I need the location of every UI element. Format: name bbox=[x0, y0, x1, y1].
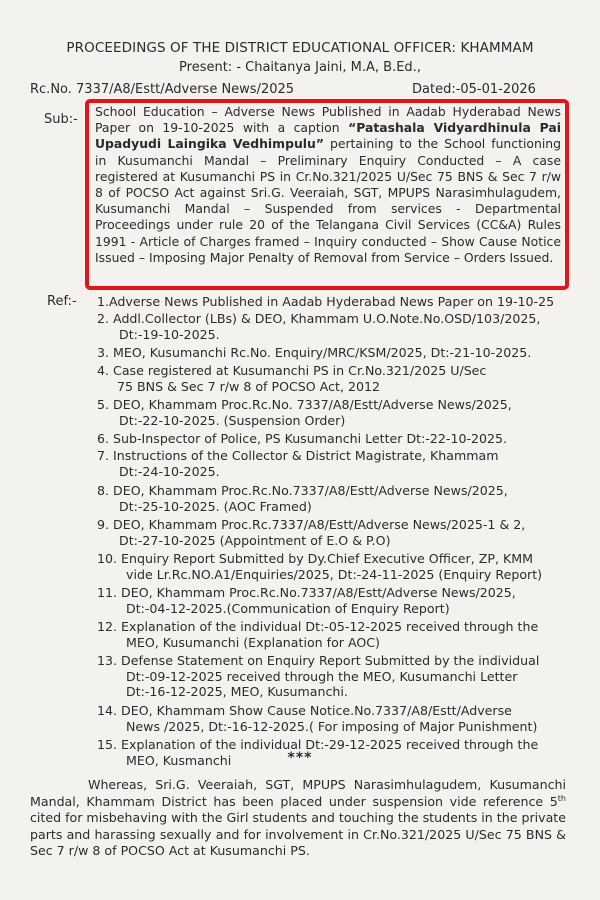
document-date: Dated:-05-01-2026 bbox=[412, 82, 536, 97]
reference-line: Instructions of the Collector & District Magistrate, Khammam bbox=[113, 448, 499, 463]
reference-line-continued: Dt:-24-10-2025. bbox=[119, 463, 220, 479]
reference-number-label: 12. bbox=[97, 619, 118, 634]
reference-item bbox=[97, 397, 512, 428]
reference-number-label: 7. bbox=[97, 448, 110, 463]
reference-line: DEO, Khammam Proc.Rc.No.7337/A8/Estt/Adverse News/2025, bbox=[113, 483, 508, 498]
reference-number-label: 4. bbox=[97, 363, 110, 378]
reference-line-continued: Dt:-16-12-2025, MEO, Kusumanchi. bbox=[126, 684, 348, 700]
reference-number-label: 11. bbox=[97, 585, 118, 600]
reference-number-label: 1. bbox=[97, 294, 110, 309]
reference-line-continued: MEO, Kusumanchi (Explanation for AOC) bbox=[126, 634, 380, 650]
reference-item bbox=[97, 585, 516, 616]
subject-text-after: pertaining to the School functioning in Kusumanchi Mandal – Preliminary Enquiry Conducted – A case registered at Kusumanchi PS in Cr.No.321/2025 U/Sec 75 BNS & Sec 7 r/w 8 of POCSO Act against Sri.G. Veeraiah, SGT, MPUPS Narasimhulagudem, Kusumanchi Mandal – Suspended from services - Departmental Proceedings under rule 20 of the Telangana Civil Services (CC&A) Rules 1991 - Article of Charges framed – Inquiry conducted – Show Cause Notice Issued – Imposing Major Penalty of Removal from Service – Orders Issued. bbox=[95, 136, 561, 265]
reference-line-continued: Dt:-09-12-2025 received through the MEO, Kusumanchi Letter bbox=[126, 668, 518, 684]
reference-line: Case registered at Kusumanchi PS in Cr.No.321/2025 U/Sec bbox=[113, 363, 487, 378]
present-officer: Present: - Chaitanya Jaini, M.A, B.Ed., bbox=[179, 60, 421, 75]
reference-item bbox=[97, 653, 539, 700]
reference-line-continued: MEO, Kusmanchi bbox=[126, 752, 232, 768]
reference-number-label: 5. bbox=[97, 397, 110, 412]
reference-item bbox=[97, 294, 554, 310]
reference-line-continued: Dt:-25-10-2025. (AOC Framed) bbox=[119, 498, 312, 514]
reference-line-continued: Dt:-27-10-2025 (Appointment of E.O & P.O) bbox=[119, 532, 391, 548]
reference-number-label: 2. bbox=[97, 311, 110, 326]
reference-number-label: 15. bbox=[97, 737, 118, 752]
document-title: PROCEEDINGS OF THE DISTRICT EDUCATIONAL OFFICER: KHAMMAM bbox=[66, 40, 534, 56]
reference-number-label: 6. bbox=[97, 431, 110, 446]
body-text-part2: cited for misbehaving with the Girl students and touching the students in the private parts and harassing sexually and for involvement in Cr.No.321/2025 U/Sec 75 BNS & Sec 7 r/w 8 of POCSO Act at Kusumanchi PS. bbox=[30, 810, 566, 859]
reference-line-continued: Dt:-22-10-2025. (Suspension Order) bbox=[119, 412, 346, 428]
subject-text-before: School Education – Adverse News Published in Aadab Hyderabad News Paper on 19-10-2025 with a caption bbox=[95, 104, 561, 136]
reference-line: DEO, Khammam Show Cause Notice.No.7337/A8/Estt/Adverse bbox=[121, 703, 512, 718]
reference-line-continued: News /2025, Dt:-16-12-2025.( For imposing of Major Punishment) bbox=[126, 718, 538, 734]
reference-line: Defense Statement on Enquiry Report Submitted by the individual bbox=[121, 653, 540, 668]
reference-line: DEO, Khammam Proc.Rc.No. 7337/A8/Estt/Adverse News/2025, bbox=[113, 397, 512, 412]
reference-line: Explanation of the individual Dt:-29-12-2025 received through the bbox=[121, 737, 539, 752]
reference-item bbox=[97, 363, 486, 394]
reference-number-label: 10. bbox=[97, 551, 118, 566]
subject-text bbox=[95, 104, 561, 266]
reference-line: Explanation of the individual Dt:-05-12-2025 received through the bbox=[121, 619, 539, 634]
section-separator: *** bbox=[287, 750, 313, 766]
reference-item bbox=[97, 619, 538, 650]
reference-item bbox=[97, 551, 542, 582]
reference-item bbox=[97, 703, 537, 734]
subject-label: Sub:- bbox=[44, 112, 78, 127]
reference-item bbox=[97, 448, 499, 479]
body-paragraph bbox=[30, 777, 566, 860]
reference-number-label: 13. bbox=[97, 653, 118, 668]
reference-line-continued: Dt:-04-12-2025.(Communication of Enquiry Report) bbox=[126, 600, 450, 616]
reference-number-label: 14. bbox=[97, 703, 118, 718]
reference-line-continued: 75 BNS & Sec 7 r/w 8 of POCSO Act, 2012 bbox=[117, 378, 380, 394]
body-superscript: th bbox=[557, 793, 566, 803]
reference-number: Rc.No. 7337/A8/Estt/Adverse News/2025 bbox=[30, 82, 295, 97]
body-text-part1: Whereas, Sri.G. Veeraiah, SGT, MPUPS Narasimhulagudem, Kusumanchi Mandal, Khammam District has been placed under suspension vide reference 5 bbox=[30, 777, 566, 809]
reference-number-label: 8. bbox=[97, 483, 110, 498]
reference-item bbox=[97, 311, 540, 342]
reference-line: Enquiry Report Submitted by Dy.Chief Executive Officer, ZP, KMM bbox=[121, 551, 533, 566]
references-label: Ref:- bbox=[47, 294, 77, 309]
reference-line: Adverse News Published in Aadab Hyderabad News Paper on 19-10-25 bbox=[109, 294, 555, 309]
reference-line-continued: Dt:-19-10-2025. bbox=[119, 326, 220, 342]
reference-item bbox=[97, 483, 508, 514]
reference-line: Addl.Collector (LBs) & DEO, Khammam U.O.Note.No.OSD/103/2025, bbox=[113, 311, 541, 326]
reference-line: DEO, Khammam Proc.Rc.7337/A8/Estt/Adverse News/2025-1 & 2, bbox=[113, 517, 526, 532]
reference-line: MEO, Kusumanchi Rc.No. Enquiry/MRC/KSM/2025, Dt:-21-10-2025. bbox=[113, 345, 532, 360]
reference-line-continued: vide Lr.Rc.NO.A1/Enquiries/2025, Dt:-24-11-2025 (Enquiry Report) bbox=[126, 566, 543, 582]
reference-item bbox=[97, 345, 531, 361]
reference-number-label: 9. bbox=[97, 517, 110, 532]
reference-item bbox=[97, 431, 507, 447]
reference-item bbox=[97, 517, 525, 548]
subject-caption: “Patashala Vidyardhinula Pai Upadyudi Laingika Vedhimpulu” bbox=[95, 120, 561, 152]
reference-line: Sub-Inspector of Police, PS Kusumanchi Letter Dt:-22-10-2025. bbox=[113, 431, 508, 446]
reference-line: DEO, Khammam Proc.Rc.No.7337/A8/Estt/Adverse News/2025, bbox=[121, 585, 516, 600]
reference-number-label: 3. bbox=[97, 345, 110, 360]
